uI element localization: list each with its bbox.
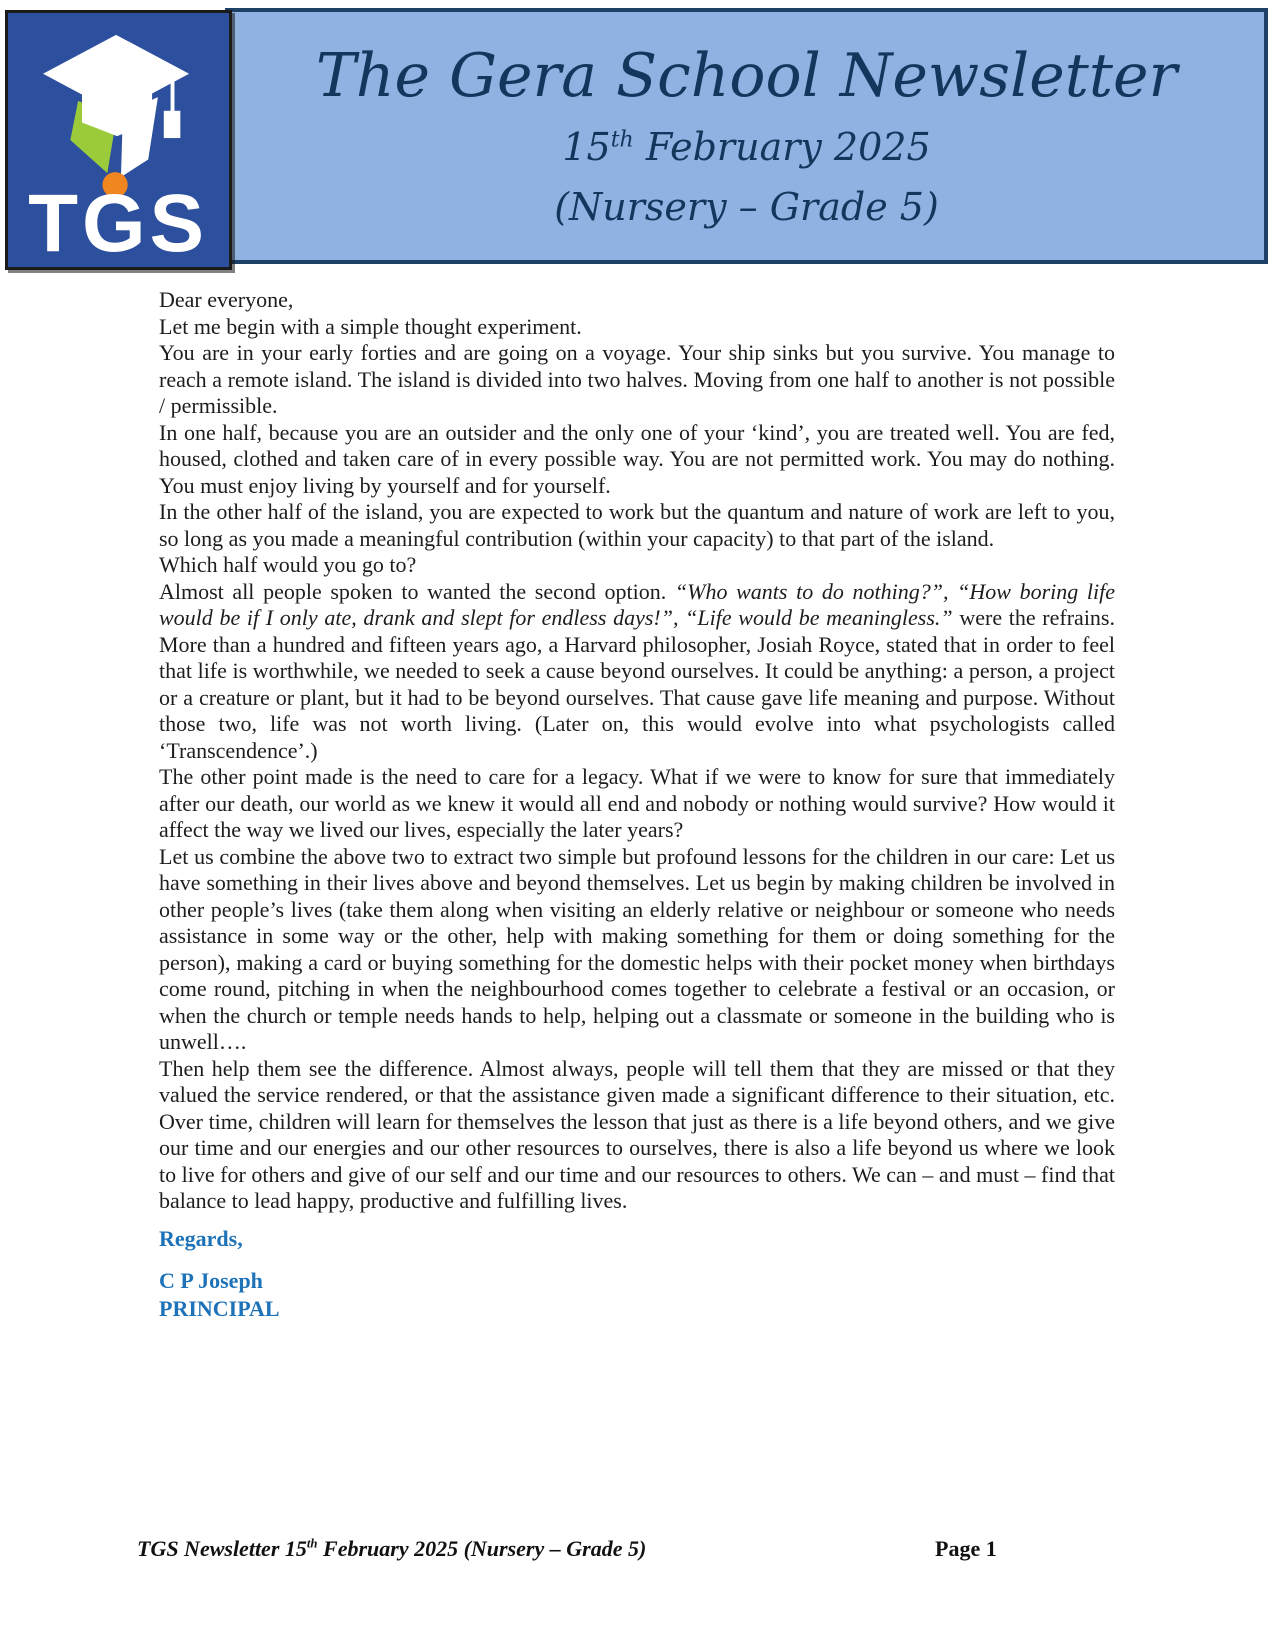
newsletter-banner bbox=[225, 8, 1268, 264]
banner-date-rest: February 2025 bbox=[633, 124, 931, 169]
footer-page-number: Page 1 bbox=[935, 1536, 997, 1561]
letter-paragraphs bbox=[159, 287, 1115, 1215]
signature-block bbox=[159, 1225, 1115, 1323]
signature-regards: Regards, bbox=[159, 1225, 243, 1251]
footer-title-suffix: February 2025 (Nursery – Grade 5) bbox=[317, 1536, 647, 1561]
banner-subtitle: (Nursery – Grade 5) bbox=[554, 184, 939, 229]
letter-paragraph: Dear everyone, bbox=[159, 287, 294, 312]
school-logo bbox=[5, 10, 232, 270]
signature-role: PRINCIPAL bbox=[159, 1295, 280, 1321]
banner-title: The Gera School Newsletter bbox=[315, 40, 1178, 111]
letter-paragraph: Let us combine the above two to extract two simple but profound lessons for the children in our care: Let us have something in their lives above and beyond themselves. Let us begin by making children be involved in other people’s lives (take them along when visiting an elderly relative or neighbour or someone who needs assistance in some way or the other, help with making something for them or doing something for the person), making a card or buying something for the domestic helps with their pocket money when birthdays come round, pitching in when the neighbourhood comes together to celebrate a festival or an occasion, or when the church or temple needs hands to help, helping out a classmate or someone in the building who is unwell…. bbox=[159, 843, 1115, 1054]
tassel-cord bbox=[171, 76, 175, 113]
letter-body bbox=[159, 287, 1115, 1323]
letter-paragraph: Almost all people spoken to wanted the second option. “Who wants to do nothing?”, “How boring life would be if I only ate, drank and slept for endless days!”, “Life would be meaningless.” were the refrains. More than a hundred and fifteen years ago, a Harvard philosopher, Josiah Royce, stated that in order to feel that life is worthwhile, we needed to seek a cause beyond ourselves. It could be anything: a person, a project or a creature or plant, but it had to be beyond ourselves. That cause gave life meaning and purpose. Without those two, life was not worth living. (Later on, this would evolve into what psychologists called ‘Transcendence’.) bbox=[159, 578, 1115, 763]
letter-paragraph: In the other half of the island, you are expected to work but the quantum and nature of work are left to you, so long as you made a meaningful contribution (within your capacity) to that part of the island. bbox=[159, 499, 1115, 551]
logo-text: TGS bbox=[28, 177, 208, 267]
footer-title bbox=[137, 1536, 646, 1562]
letter-paragraph: Then help them see the difference. Almost always, people will tell them that they are missed or that they valued the service rendered, or that the assistance given made a significant difference to their situation, etc. Over time, children will learn for themselves the lesson that just as there is a life beyond others, and we give our time and our energies and our other resources to ourselves, there is also a life beyond us where we look to live for others and give of our self and our time and our resources to others. We can – and must – find that balance to lead happy, productive and fulfilling lives. bbox=[159, 1055, 1115, 1213]
letter-paragraph: The other point made is the need to care for a legacy. What if we were to know for sure that immediately after our death, our world as we knew it would all end and nobody or nothing would survive? How would it affect the way we lived our lives, especially the later years? bbox=[159, 764, 1115, 842]
graduation-cap-pen-icon bbox=[8, 13, 229, 267]
banner-date-ordinal: th bbox=[610, 126, 634, 152]
banner-date-day: 15 bbox=[562, 124, 611, 169]
letter-paragraph: In one half, because you are an outsider and the only one of your ‘kind’, you are treated well. You are fed, housed, clothed and taken care of in every possible way. You are not permitted work. You may do nothing. You must enjoy living by yourself and for yourself. bbox=[159, 419, 1115, 498]
footer-title-ordinal: th bbox=[306, 1536, 318, 1551]
tassel-icon bbox=[164, 111, 181, 138]
letter-paragraph: Which half would you go to? bbox=[159, 552, 417, 577]
mortarboard-icon bbox=[43, 35, 189, 113]
signature-name: C P Joseph bbox=[159, 1267, 263, 1293]
letter-paragraph: Let me begin with a simple thought experiment. bbox=[159, 313, 582, 339]
footer-title-prefix: TGS Newsletter 15 bbox=[137, 1536, 307, 1561]
letter-paragraph: You are in your early forties and are going on a voyage. Your ship sinks but you survive. You manage to reach a remote island. The island is divided into two halves. Moving from one half to another is not possible / permissible. bbox=[159, 340, 1115, 418]
banner-date bbox=[562, 124, 931, 169]
